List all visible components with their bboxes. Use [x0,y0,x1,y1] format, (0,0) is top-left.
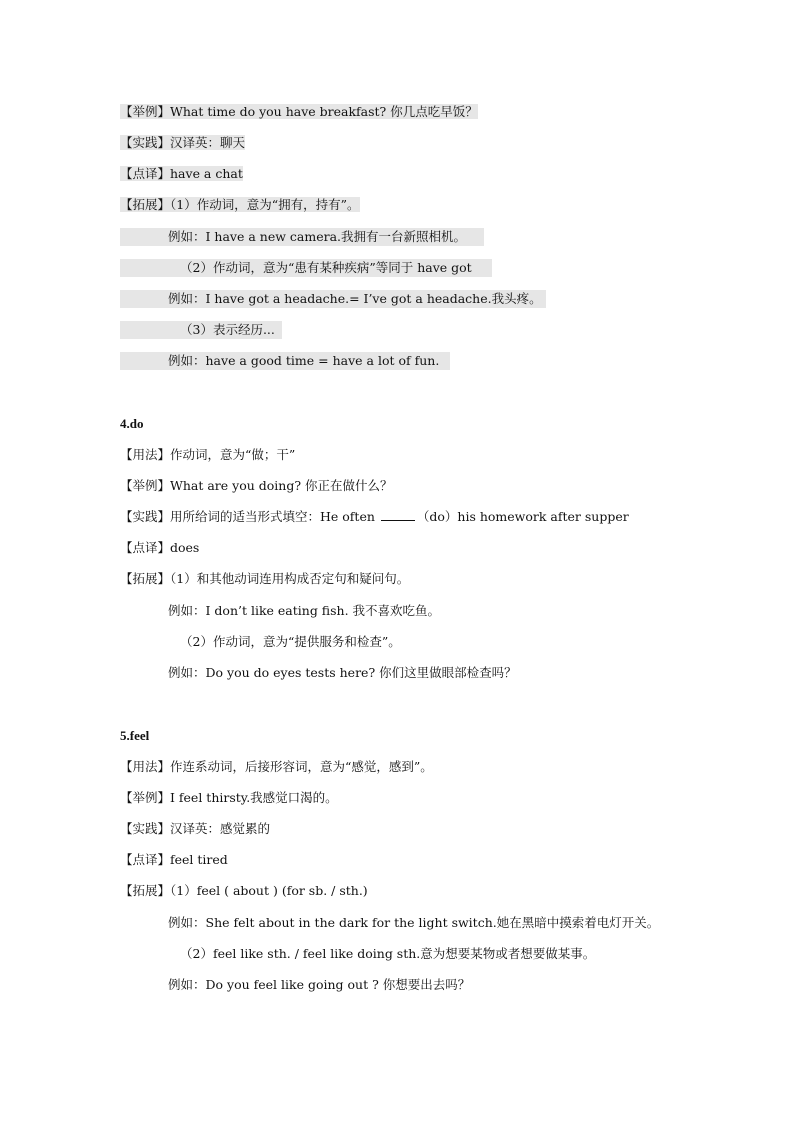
practice-line [120,508,629,526]
example-line [120,103,478,121]
answer-line: 【点译】feel tired [120,852,228,867]
practice-line [120,134,245,152]
answer-line: 【点译】does [120,540,200,555]
extend-example-2: 例如：Do you do eyes tests here? 你们这里做眼部检查吗？ [168,665,517,680]
extend-item-2: （2）作动词，意为“患有某种疾病”等同于 have got [180,260,472,275]
extend-example-1: 例如：I have a new camera.我拥有一台新照相机。 [168,229,466,244]
answer-text: 【点译】have a chat [120,166,243,181]
extend-line: 【拓展】（1）和其他动词连用构成否定句和疑问句。 [120,571,410,586]
extend-line: 【拓展】（1）feel ( about ) (for sb. / sth.) [120,883,368,898]
usage-line: 【用法】作连系动词，后接形容词，意为“感觉，感到”。 [120,759,433,774]
extend-example-3: 例如：have a good time = have a lot of fun. [168,353,440,368]
extend-example-1: 例如：She felt about in the dark for the light switch.她在黑暗中摸索着电灯开关。 [168,915,660,930]
extend-item-2: （2）feel like sth. / feel like doing sth.意为想要某物或者想要做某事。 [180,946,596,961]
practice-line: 【实践】汉译英：感觉累的 [120,821,271,836]
extend-example-2: 例如：Do you feel like going out ? 你想要出去吗？ [168,977,471,992]
extend-item-2: （2）作动词，意为“提供服务和检查”。 [180,634,401,649]
extend-example-1: 例如：I don’t like eating fish. 我不喜欢吃鱼。 [168,603,441,618]
practice-suffix: （do）his homework after supper [416,509,629,524]
extend-example-2: 例如：I have got a headache.= I’ve got a headache.我头疼。 [168,291,542,306]
fill-blank [381,508,415,521]
example-line: 【举例】What are you doing? 你正在做什么？ [120,478,393,493]
usage-line: 【用法】作动词，意为“做；干” [120,447,296,462]
extend-text: 【拓展】（1）作动词，意为“拥有，持有”。 [120,197,360,212]
extend-line [120,196,360,214]
section-heading-do: 4.do [120,416,144,431]
section-heading-feel: 5.feel [120,728,150,743]
example-text: 【举例】What time do you have breakfast? 你几点吃早饭？ [120,104,478,119]
practice-text: 【实践】汉译英：聊天 [120,135,246,150]
extend-item-3: （3）表示经历... [180,322,275,337]
practice-prefix: 【实践】用所给词的适当形式填空：He often [120,509,379,524]
answer-line [120,165,243,183]
example-line: 【举例】I feel thirsty.我感觉口渴的。 [120,790,338,805]
